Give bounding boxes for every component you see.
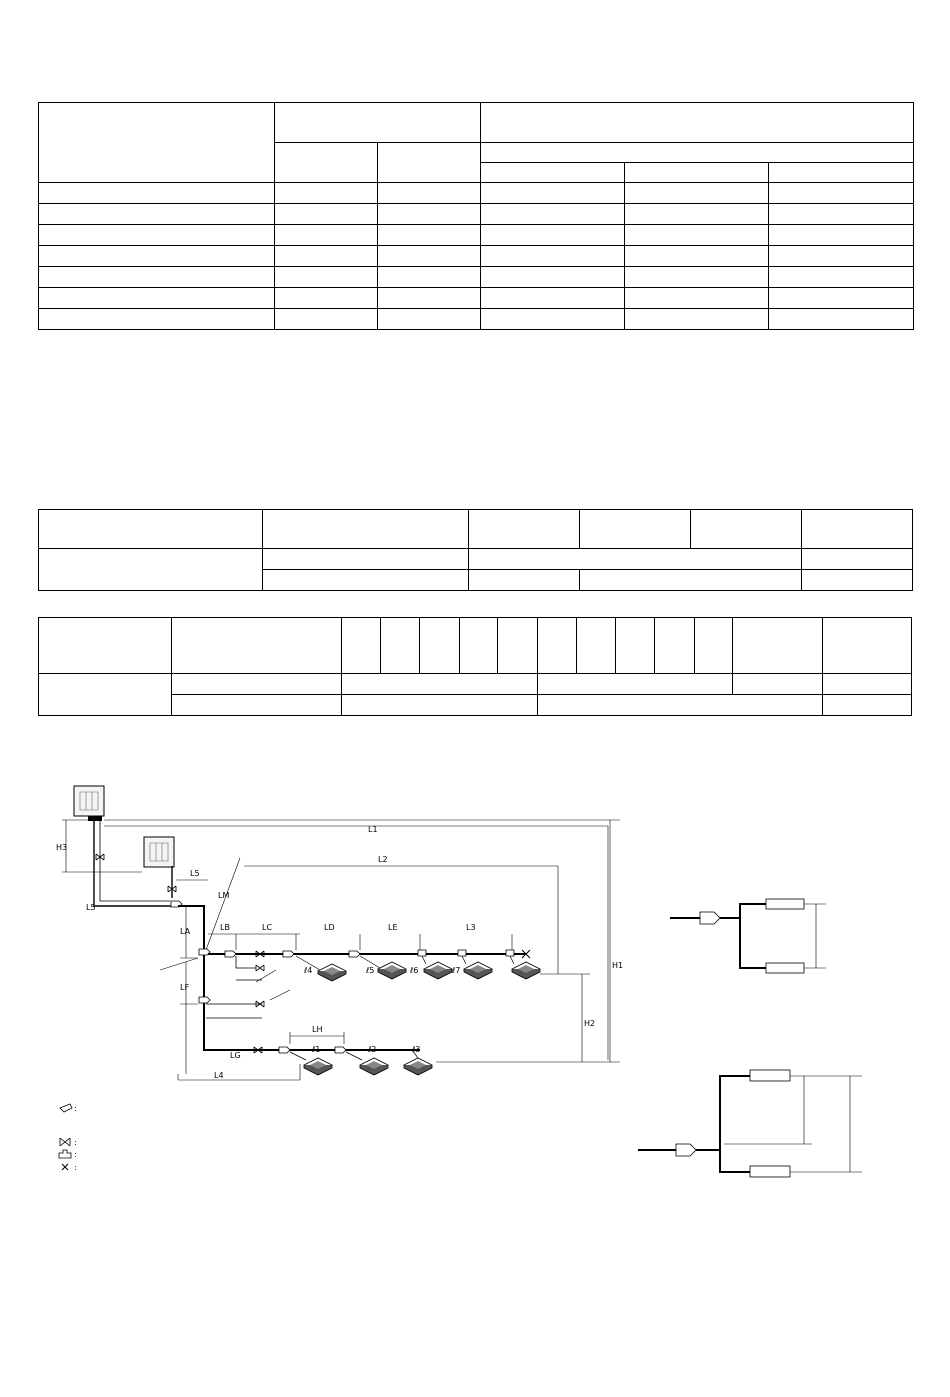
label-l5-top: L5 <box>190 869 200 878</box>
table-row <box>39 618 912 674</box>
label-h1: H1 <box>612 961 624 970</box>
table-row <box>39 246 914 267</box>
table-1-header-cell <box>275 103 481 143</box>
label-ld: LD <box>324 923 335 932</box>
label-l3-unit: ℓ3 <box>412 1045 421 1054</box>
cap-icon <box>62 1164 68 1170</box>
label-l7-unit: ℓ7 <box>452 966 461 975</box>
table-2 <box>38 509 913 591</box>
branch-height-diagram-1 <box>670 899 826 973</box>
label-l6-unit: ℓ6 <box>410 966 419 975</box>
piping-diagram <box>0 760 950 1200</box>
branch-joint-icon <box>279 1047 290 1053</box>
table-row <box>39 267 914 288</box>
label-h3: H3 <box>56 843 68 852</box>
legend-separator: : <box>74 1104 77 1113</box>
table-1 <box>38 102 914 330</box>
label-lb: LB <box>220 923 230 932</box>
label-la: LA <box>180 927 191 936</box>
table-1-header-cell <box>625 163 769 183</box>
label-le: LE <box>388 923 398 932</box>
legend-separator: : <box>74 1163 77 1172</box>
table-1-header-cell <box>275 143 378 183</box>
table-row <box>39 309 914 330</box>
table-1-header-cell <box>481 103 914 143</box>
indoor-unit-icon <box>464 962 492 979</box>
table-1-header-cell <box>769 163 914 183</box>
indoor-unit-icon <box>404 1058 432 1075</box>
label-lh: LH <box>312 1025 323 1034</box>
table-row <box>39 204 914 225</box>
branch-joint-icon <box>225 951 236 957</box>
legend-separator: : <box>74 1150 77 1159</box>
label-l4: L4 <box>214 1071 224 1080</box>
branch-joint-icon <box>283 951 294 957</box>
label-l1-unit: ℓ1 <box>312 1045 321 1054</box>
indoor-unit-icon <box>378 962 406 979</box>
indoor-unit-icon <box>304 1058 332 1075</box>
label-lf: LF <box>180 983 190 992</box>
label-l3: L3 <box>466 923 476 932</box>
label-h2: H2 <box>584 1019 596 1028</box>
label-lc: LC <box>262 923 273 932</box>
table-row <box>39 288 914 309</box>
table-1-header-cell <box>481 143 914 163</box>
label-l2-unit: ℓ2 <box>368 1045 377 1054</box>
header-icon <box>59 1150 71 1158</box>
table-row <box>39 510 913 549</box>
label-l4-unit: ℓ4 <box>304 966 313 975</box>
label-l2: L2 <box>378 855 388 864</box>
table-3 <box>38 617 912 716</box>
table-row <box>39 674 912 695</box>
valve-icon <box>256 965 264 971</box>
branch-joint-icon <box>335 1047 346 1053</box>
table-row <box>39 549 913 570</box>
indoor-unit-icon <box>424 962 452 979</box>
table-1-header-cell <box>39 103 275 183</box>
indoor-unit-icon <box>360 1058 388 1075</box>
branch-joint-icon <box>199 997 210 1003</box>
table-1-header-cell <box>481 163 625 183</box>
label-l5-unit: ℓ5 <box>366 966 375 975</box>
branch-joint-icon <box>349 951 360 957</box>
label-l5-left: L5 <box>86 903 96 912</box>
label-l1: L1 <box>368 825 378 834</box>
indoor-unit-icon <box>512 962 540 979</box>
table-row <box>39 225 914 246</box>
table-1-header-cell <box>378 143 481 183</box>
indoor-unit-icon <box>318 964 346 981</box>
outdoor-unit-icon <box>74 786 104 821</box>
valve-icon <box>60 1138 70 1146</box>
branch-joint-icon <box>60 1104 72 1112</box>
label-lg: LG <box>230 1051 241 1060</box>
legend <box>59 1104 77 1172</box>
outdoor-unit-icon <box>144 837 174 867</box>
legend-separator: : <box>74 1138 77 1147</box>
table-row <box>39 183 914 204</box>
label-lm: LM <box>218 891 230 900</box>
branch-height-diagram-2 <box>638 1070 862 1177</box>
